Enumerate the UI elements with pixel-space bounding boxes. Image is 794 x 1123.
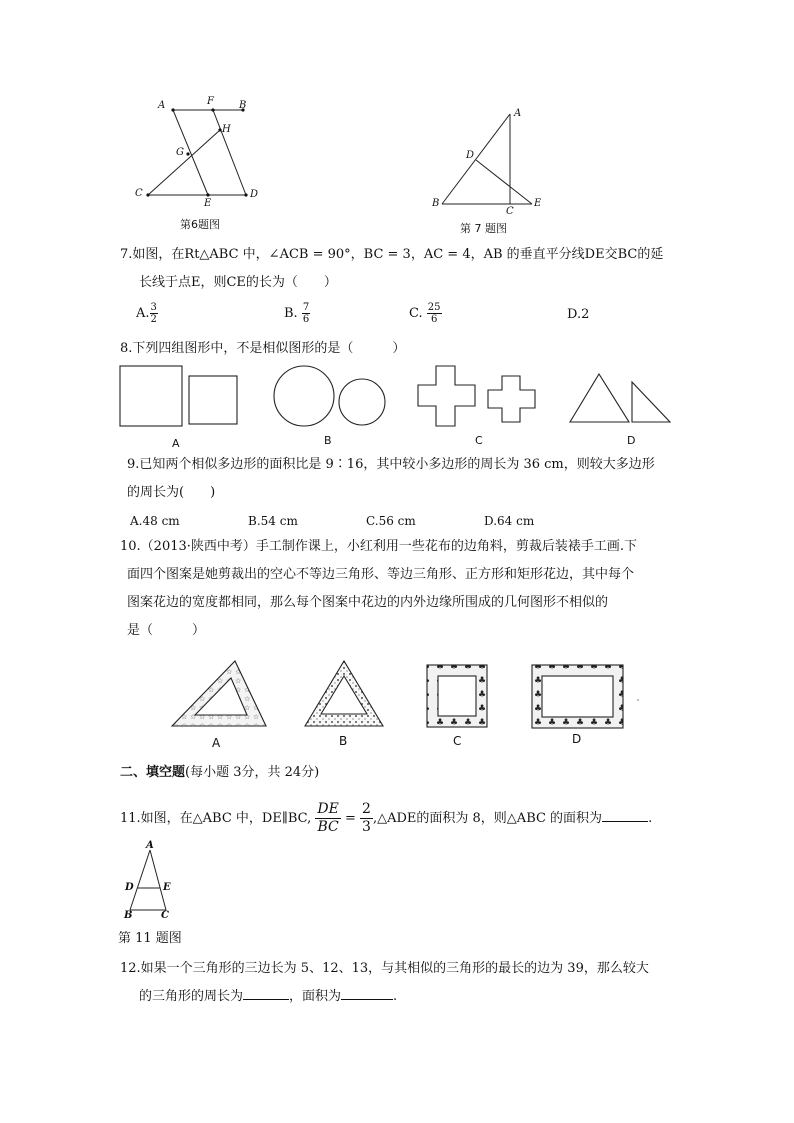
q9-option-d: D.64 cm	[484, 514, 535, 528]
q7-line2: 长线于点E，则CE的长为（ ）	[139, 275, 337, 290]
q12-perimeter-blank[interactable]	[243, 999, 289, 1000]
q8-label-a: A	[172, 437, 180, 450]
q9-option-b: B.54 cm	[248, 514, 298, 528]
q9-line1: 9.已知两个相似多边形的面积比是 9∶16，其中较小多边形的周长为 36 cm，则较大多边形	[127, 457, 655, 472]
fig6-label-h: H	[222, 124, 231, 135]
fig6-label-d: D	[250, 189, 259, 200]
fig7-label-e: E	[534, 198, 542, 209]
fig11-label-e: E	[163, 882, 171, 893]
q7-option-a-den: 2	[150, 314, 157, 325]
q10-label-c: C	[453, 734, 462, 748]
q8-label-c: C	[475, 434, 483, 447]
section-2-title: 二、填空题	[120, 765, 186, 780]
q11-frac-den-left: BC	[317, 819, 339, 835]
q11-text	[120, 800, 652, 838]
q7-option-a-num: 3	[150, 302, 157, 313]
q11-frac-den-right: 3	[362, 819, 371, 835]
q10-label-a: A	[212, 736, 221, 750]
q11-frac-num-left: DE	[317, 801, 339, 817]
fig11-caption: 第 11 题图	[118, 931, 182, 946]
q11-fraction-2-3	[360, 801, 373, 836]
q7-option-b-num: 7	[302, 302, 310, 313]
q8-label-b: B	[324, 434, 332, 447]
q9-option-a: A.48 cm	[130, 514, 180, 528]
fig11-label-b: B	[124, 910, 133, 921]
q10-label-d: D	[572, 732, 582, 746]
q7-option-c-num: 25	[427, 302, 441, 313]
q7-option-d-value: 2	[581, 307, 590, 322]
fig6-label-f: F	[207, 96, 214, 107]
fig11-label-c: C	[161, 910, 169, 921]
fig7-label-c: C	[506, 206, 514, 217]
fig6-label-b: B	[239, 100, 247, 111]
fig7-label-b: B	[432, 198, 440, 209]
q11-answer-blank[interactable]	[602, 821, 648, 822]
q12-area-blank[interactable]	[341, 999, 393, 1000]
q10-line4: 是（ ）	[127, 623, 206, 638]
section-2-header	[120, 764, 319, 782]
q7-option-c-label: C.	[409, 306, 423, 321]
q7-option-a-label: A.	[136, 306, 150, 321]
fig7-caption: 第 7 题图	[460, 222, 507, 235]
fig11-label-d: D	[125, 882, 134, 893]
q10-line1: 10.（2013·陕西中考）手工制作课上，小红利用一些花布的边角料，剪裁后装裱手工画.下	[120, 539, 638, 554]
q8-label-d: D	[627, 434, 636, 447]
q10-line2: 面四个图案是她剪裁出的空心不等边三角形、等边三角形、正方形和矩形花边，其中每个	[127, 567, 635, 582]
q7-option-b-label: B.	[284, 306, 298, 321]
q7-option-d-label: D.	[567, 307, 582, 322]
section-2-note: (每小题 3分，共 24分)	[185, 765, 320, 780]
q7-option-b-den: 6	[302, 314, 310, 325]
q12-line2-c: .	[393, 989, 398, 1004]
q7-option-c-den: 6	[430, 314, 438, 325]
fig7-label-d: D	[466, 150, 475, 161]
fig11-label-a: A	[146, 840, 154, 851]
q12-line2-b: ，面积为	[289, 989, 342, 1004]
q7-line1: 7.如图，在Rt△ABC 中，∠ACB = 90°，BC = 3，AC = 4，AB 的垂直平分线DE交BC的延	[120, 247, 664, 262]
q11-frac-num-right: 2	[362, 801, 371, 817]
fig6-label-e: E	[204, 198, 212, 209]
q8-text: 8.下列四组图形中，不是相似图形的是（ ）	[120, 341, 406, 356]
fig6-label-a: A	[158, 100, 166, 111]
q9-line2: 的周长为( )	[127, 485, 216, 500]
q11-suffix: ,△ADE的面积为 8，则△ABC 的面积为	[372, 811, 603, 826]
q9-option-c: C.56 cm	[366, 514, 416, 528]
q10-label-b: B	[339, 734, 348, 748]
fig6-label-g: G	[176, 147, 184, 158]
figure-11	[118, 842, 198, 948]
q11-fraction-de-bc	[315, 801, 340, 836]
q12-line1: 12.如果一个三角形的三边长为 5、12、13，与其相似的三角形的最长的边为 39，那么较大	[120, 961, 649, 976]
q12-line2	[139, 988, 397, 1006]
fig6-caption: 第6题图	[180, 218, 220, 231]
fig6-label-c: C	[135, 188, 143, 199]
q11-equals: =	[345, 811, 356, 826]
q11-end: .	[648, 811, 653, 826]
q11-prefix: 11.如图，在△ABC 中，DE∥BC,	[120, 811, 312, 826]
q10-line3: 图案花边的宽度都相同，那么每个图案中花边的内外边缘所围成的几何图形不相似的	[127, 595, 609, 610]
fig7-label-a: A	[514, 108, 522, 119]
q12-line2-a: 的三角形的周长为	[139, 989, 244, 1004]
